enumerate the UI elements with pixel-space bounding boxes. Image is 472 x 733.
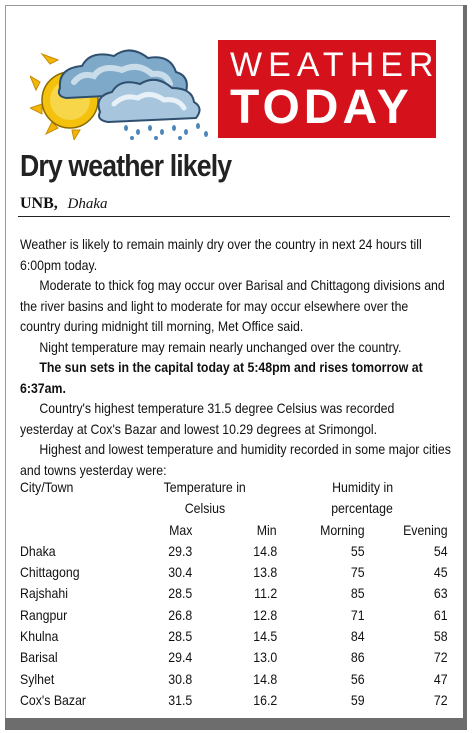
table-row: [20, 649, 448, 670]
cell-evening: 72: [434, 649, 448, 666]
cell-morning: 56: [351, 670, 365, 687]
cell-morning: 59: [351, 691, 365, 708]
cell-city: Chittagong: [20, 564, 80, 581]
header-humidity-1: Humidity in: [332, 479, 393, 495]
header-temperature-1: Temperature in: [163, 479, 246, 495]
table-row: [20, 692, 448, 713]
cell-evening: 47: [434, 670, 448, 687]
cell-evening: 72: [434, 691, 448, 708]
badge-line-1: WEATHER: [230, 46, 440, 84]
cell-max: 26.8: [168, 606, 192, 623]
cell-min: 14.8: [253, 542, 277, 559]
badge-line-2: TODAY: [230, 81, 413, 134]
cell-min: 11.2: [253, 585, 277, 602]
paragraph-6: Highest and lowest temperature and humidity recorded in some major cities and towns yesterday were:: [20, 441, 451, 478]
table-row: [20, 671, 448, 692]
weather-banner: [30, 38, 438, 140]
cell-max: 31.5: [168, 691, 192, 708]
header-humidity-2: percentage: [331, 500, 394, 517]
cell-city: Cox's Bazar: [20, 691, 87, 708]
article-headline: Dry weather likely: [20, 148, 232, 183]
weather-table: [20, 479, 448, 713]
cell-morning: 55: [351, 542, 365, 559]
cell-city: Barisal: [20, 649, 58, 666]
cell-max: 28.5: [168, 628, 192, 645]
subheader-max: Max: [168, 521, 192, 538]
cell-morning: 71: [351, 606, 365, 623]
byline-place: Dhaka: [67, 196, 108, 212]
table-row: [20, 628, 448, 649]
cell-city: Sylhet: [20, 670, 55, 687]
cell-morning: 75: [351, 564, 365, 581]
frame-shadow-right: [463, 5, 467, 730]
cell-city: Rajshahi: [20, 585, 68, 602]
subheader-min: Min: [257, 521, 277, 538]
table-body: [20, 543, 448, 713]
cell-evening: 45: [434, 564, 448, 581]
cell-min: 14.8: [253, 670, 277, 687]
cell-city: Dhaka: [20, 542, 56, 559]
byline-rule: [18, 216, 450, 217]
table-row: [20, 543, 448, 564]
sun-cloud-rain-icon: [30, 38, 220, 140]
cell-max: 30.8: [168, 670, 192, 687]
cell-max: 30.4: [168, 564, 192, 581]
byline-agency: UNB,: [20, 195, 58, 212]
table-row: [20, 564, 448, 585]
byline: [20, 195, 108, 213]
cell-max: 28.5: [168, 585, 192, 602]
paragraph-5: Country's highest temperature 31.5 degree Celsius was recorded yesterday at Cox's Bazar and lowest 10.29 degrees at Srimongol.: [20, 400, 395, 437]
cell-evening: 58: [434, 628, 448, 645]
cell-max: 29.3: [168, 542, 192, 559]
cell-morning: 85: [351, 585, 365, 602]
table-row: [20, 585, 448, 606]
paragraph-1: Weather is likely to remain mainly dry over the country in next 24 hours till 6:00pm today.: [20, 236, 422, 273]
cell-evening: 61: [434, 606, 448, 623]
cell-min: 13.8: [253, 564, 277, 581]
subheader-morning: Morning: [320, 521, 365, 538]
cell-city: Khulna: [20, 628, 59, 645]
header-city: City/Town: [20, 479, 74, 495]
subheader-evening: Evening: [403, 521, 448, 538]
weather-today-badge: [218, 40, 440, 138]
table-subheader-row: [20, 522, 448, 543]
table-row: [20, 607, 448, 628]
cell-evening: 63: [434, 585, 448, 602]
cell-min: 12.8: [253, 606, 277, 623]
cell-min: 16.2: [253, 691, 277, 708]
paragraph-4: The sun sets in the capital today at 5:48pm and rises tomorrow at 6:37am.: [20, 359, 423, 396]
table-header-row-1: [20, 479, 448, 500]
article-body: [20, 234, 450, 480]
cell-evening: 54: [434, 542, 448, 559]
cell-min: 14.5: [253, 628, 277, 645]
table-header-row-2: [20, 500, 448, 521]
paragraph-3: Night temperature may remain nearly unchanged over the country.: [39, 338, 402, 355]
frame-shadow-bottom: [5, 718, 467, 730]
cell-morning: 84: [351, 628, 365, 645]
header-temperature-2: Celsius: [184, 500, 225, 517]
cell-min: 13.0: [253, 649, 277, 666]
cell-morning: 86: [351, 649, 365, 666]
paragraph-2: Moderate to thick fog may occur over Barisal and Chittagong divisions and the river basins and light to moderate for may occur elsewhere over the country during midnight till morning, Met Office said.: [20, 277, 445, 334]
cell-city: Rangpur: [20, 606, 68, 623]
cell-max: 29.4: [168, 649, 192, 666]
